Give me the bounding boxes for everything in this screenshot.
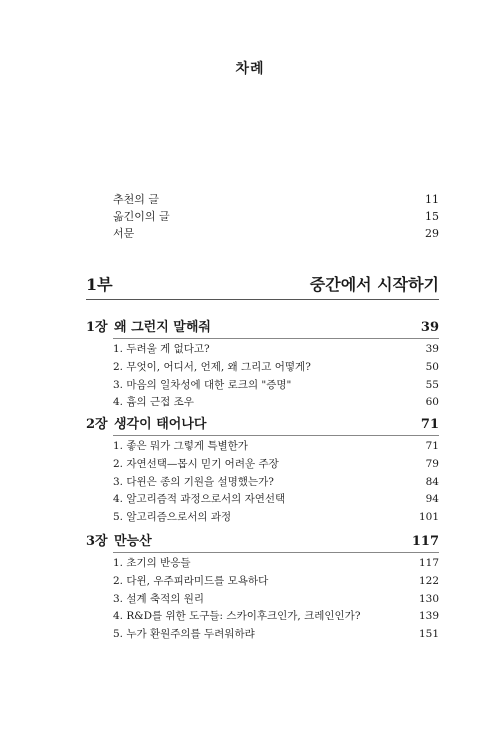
section-label: 1. 초기의 반응들: [113, 557, 191, 569]
entry-page: 15: [425, 210, 439, 223]
section-entry[interactable]: [113, 474, 439, 492]
entry-label: 서문: [113, 227, 135, 240]
section-label: 4. 흄의 근접 조우: [113, 396, 194, 409]
section-entry[interactable]: [113, 509, 439, 527]
chapter-title: 왜 그런지 말해줘: [114, 320, 211, 335]
section-entry[interactable]: [113, 377, 439, 395]
section-label: 5. 누가 환원주의를 두려워하랴: [113, 628, 255, 641]
chapter-2: [86, 413, 439, 527]
part-header[interactable]: [86, 272, 439, 295]
chapter-heading[interactable]: [86, 530, 439, 552]
chapter-heading[interactable]: [86, 413, 439, 435]
section-entry[interactable]: [113, 608, 439, 626]
toc-entry-preface[interactable]: [113, 225, 439, 242]
section-page: 101: [418, 511, 439, 524]
section-entry[interactable]: [113, 359, 439, 377]
part-number: 1부: [86, 275, 113, 294]
section-page: 117: [418, 557, 439, 569]
chapter-divider: [113, 435, 439, 436]
section-page: 130: [418, 592, 439, 605]
section-label: 4. R&D를 위한 도구들: 스카이후크인가, 크레인인가?: [113, 610, 361, 623]
section-entry[interactable]: [113, 394, 439, 412]
section-entry[interactable]: [113, 438, 439, 456]
section-label: 3. 설계 축적의 원리: [113, 592, 205, 605]
entry-label: 추천의 글: [113, 193, 160, 206]
section-label: 2. 자연선택—몹시 믿기 어려운 주장: [113, 457, 279, 470]
toc-entry-translator-note[interactable]: [113, 208, 439, 225]
part-title: 중간에서 시작하기: [309, 275, 439, 294]
section-page: 60: [425, 396, 439, 409]
section-label: 2. 다윈, 우주피라미드를 모욕하다: [113, 574, 269, 587]
section-label: 5. 알고리즘으로서의 과정: [113, 511, 232, 524]
page-title: 차례: [235, 61, 265, 77]
chapter-title: 생각이 태어나다: [114, 417, 207, 432]
front-matter-list: [113, 191, 439, 242]
section-entry[interactable]: [113, 341, 439, 359]
section-entry[interactable]: [113, 591, 439, 609]
section-entry[interactable]: [113, 491, 439, 509]
chapter-divider: [113, 552, 439, 553]
section-page: 122: [418, 574, 439, 587]
part-divider: [86, 299, 439, 300]
entry-label: 옮긴이의 글: [113, 210, 170, 223]
entry-page: 29: [425, 227, 439, 240]
section-label: 4. 알고리즘적 과정으로서의 자연선택: [113, 493, 286, 506]
section-label: 3. 다윈은 종의 기원을 설명했는가?: [113, 475, 274, 488]
toc-entry-foreword[interactable]: [113, 191, 439, 208]
section-label: 3. 마음의 일차성에 대한 로크의 "증명": [113, 378, 292, 391]
section-page: 151: [418, 628, 439, 641]
chapter-number: 2장: [86, 417, 108, 432]
section-page: 139: [418, 610, 439, 623]
chapter-3: [86, 530, 439, 644]
section-entry[interactable]: [113, 456, 439, 474]
section-label: 1. 좋은 뭐가 그렇게 특별한가: [113, 440, 248, 452]
entry-page: 11: [425, 193, 439, 206]
section-page: 94: [425, 493, 439, 506]
section-entry[interactable]: [113, 555, 439, 573]
chapter-title: 만능산: [114, 534, 152, 549]
section-label: 1. 두려울 게 없다고?: [113, 343, 210, 355]
chapter-page: 39: [420, 320, 439, 335]
chapter-1: [86, 316, 439, 412]
chapter-number: 3장: [86, 534, 108, 549]
section-page: 79: [425, 457, 439, 470]
chapter-page: 117: [411, 534, 439, 549]
section-label: 2. 무엇이, 어디서, 언제, 왜 그리고 어떻게?: [113, 360, 311, 373]
chapter-heading[interactable]: [86, 316, 439, 338]
section-page: 55: [425, 378, 439, 391]
section-entry[interactable]: [113, 626, 439, 644]
section-page: 71: [425, 440, 439, 452]
section-page: 39: [425, 343, 439, 355]
chapter-page: 71: [420, 417, 439, 432]
chapter-number: 1장: [86, 320, 108, 335]
chapter-divider: [113, 338, 439, 339]
section-page: 84: [425, 475, 439, 488]
section-entry[interactable]: [113, 573, 439, 591]
section-page: 50: [425, 360, 439, 373]
